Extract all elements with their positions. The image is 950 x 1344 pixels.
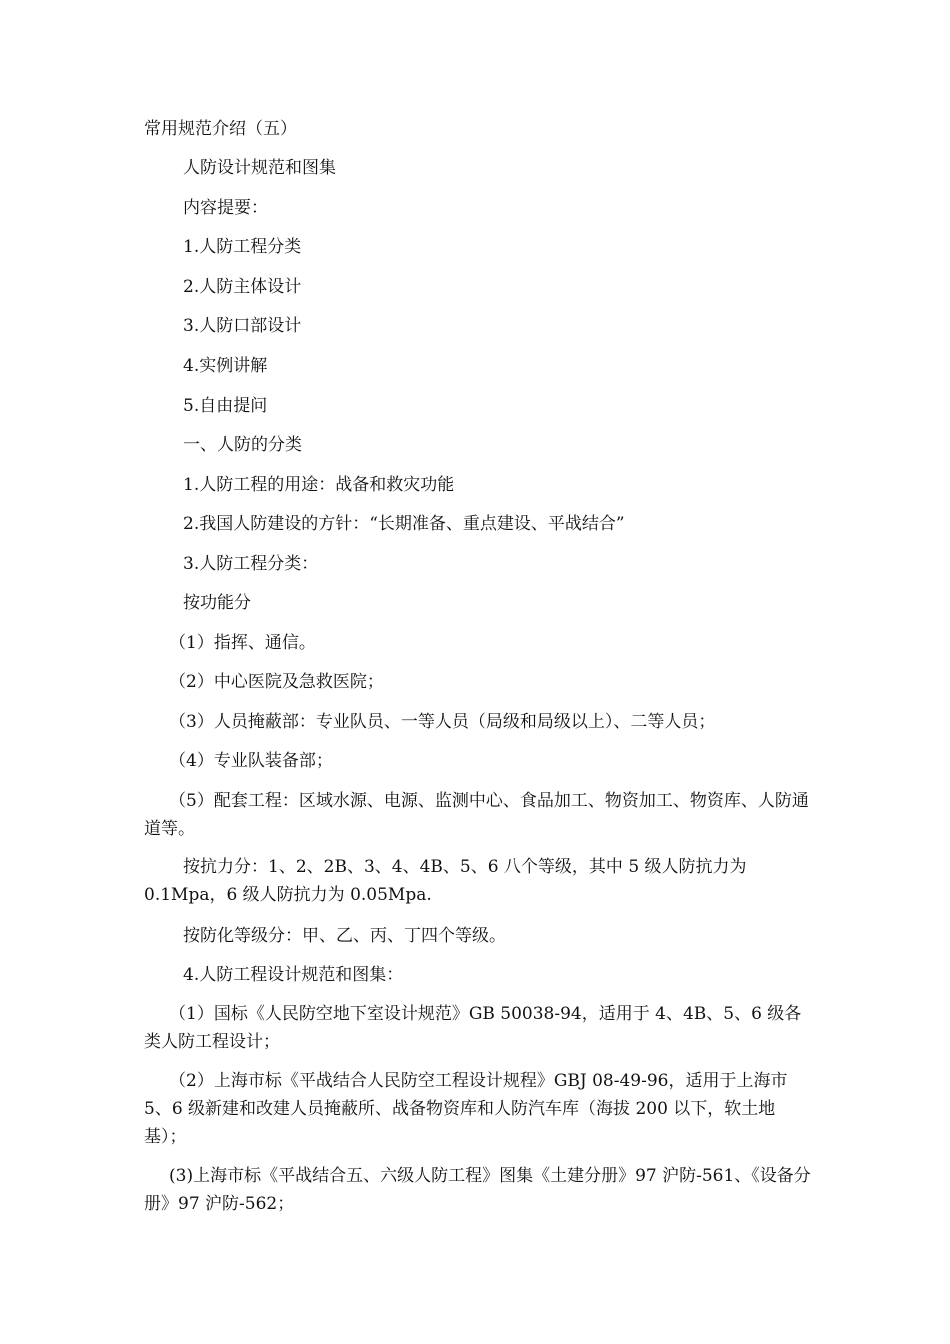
list-item: （4）专业队装备部；: [169, 751, 333, 771]
list-item: （2）中心医院及急救医院；: [169, 672, 384, 692]
paragraph: 1.人防工程的用途：战备和救灾功能: [183, 475, 455, 495]
section-heading: 一、人防的分类: [183, 435, 302, 455]
list-item: （2）上海市标《平战结合人民防空工程设计规程》GBJ 08-49-96，适用于上海市 5、6 级新建和改建人员掩蔽所、战备物资库和人防汽车库（海拔 200 以下，软土地基）；: [144, 1071, 788, 1147]
paragraph: 按防化等级分：甲、乙、丙、丁四个等级。: [183, 926, 506, 946]
paragraph: 按功能分: [183, 593, 251, 613]
summary-item: 2.人防主体设计: [183, 277, 302, 297]
summary-item: 4.实例讲解: [183, 356, 268, 376]
summary-item: 1.人防工程分类: [183, 237, 302, 257]
paragraph: 按抗力分：1、2、2B、3、4、4B、5、6 八个等级，其中 5 级人防抗力为 0.1Mpa，6 级人防抗力为 0.05Mpa.: [144, 857, 747, 905]
list-item: （1）国标《人民防空地下室设计规范》GB 50038-94，适用于 4、4B、5、6 级各类人防工程设计；: [144, 1004, 802, 1052]
list-item: （3）人员掩蔽部：专业队员、一等人员（局级和局级以上）、二等人员；: [169, 712, 716, 732]
paragraph: 3.人防工程分类：: [183, 554, 319, 574]
summary-label: 内容提要：: [183, 198, 268, 218]
list-item: （5）配套工程：区域水源、电源、监测中心、食品加工、物资加工、物资库、人防通道等。: [144, 791, 809, 839]
list-item: （1）指挥、通信。: [169, 633, 316, 653]
paragraph: 2.我国人防建设的方针：“长期准备、重点建设、平战结合”: [183, 514, 625, 534]
document-title: 常用规范介绍（五）: [144, 119, 297, 139]
summary-item: 5.自由提问: [183, 396, 268, 416]
paragraph: 4.人防工程设计规范和图集：: [183, 965, 404, 985]
document-subtitle: 人防设计规范和图集: [183, 158, 336, 178]
list-item: (3)上海市标《平战结合五、六级人防工程》图集《土建分册》97 沪防-561、《设备分册》97 沪防-562；: [144, 1166, 811, 1214]
summary-item: 3.人防口部设计: [183, 316, 302, 336]
